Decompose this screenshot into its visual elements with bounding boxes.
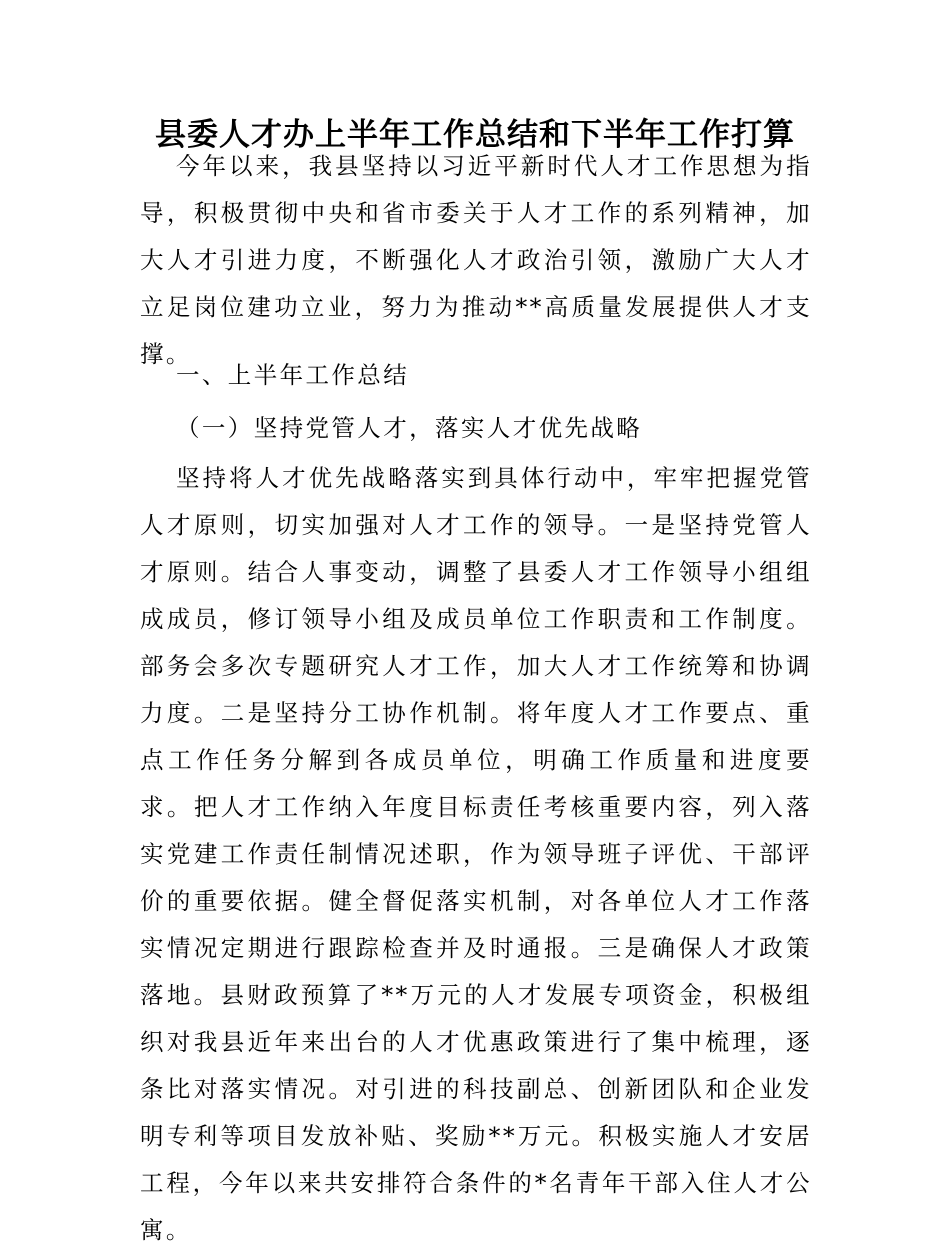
intro-paragraph: 今年以来，我县坚持以习近平新时代人才工作思想为指导，积极贯彻中央和省市委关于人才工作的系列精神，加大人才引进力度，不断强化人才政治引领，激励广大人才立足岗位建功立业，努力为推动**高质量发展提供人才支撑。	[140, 152, 812, 368]
subsection-heading: （一）坚持党管人才，落实人才优先战略	[176, 414, 643, 442]
section-heading: 一、上半年工作总结	[176, 361, 410, 389]
document-title: 县委人才办上半年工作总结和下半年工作打算	[155, 117, 795, 153]
body-paragraph: 坚持将人才优先战略落实到具体行动中，牢牢把握党管人才原则，切实加强对人才工作的领导。一是坚持党管人才原则。结合人事变动，调整了县委人才工作领导小组组成成员，修订领导小组及成员单位工作职责和工作制度。部务会多次专题研究人才工作，加大人才工作统筹和协调力度。二是坚持分工协作机制。将年度人才工作要点、重点工作任务分解到各成员单位，明确工作质量和进度要求。把人才工作纳入年度目标责任考核重要内容，列入落实党建工作责任制情况述职，作为领导班子评优、干部评价的重要依据。健全督促落实机制，对各单位人才工作落实情况定期进行跟踪检查并及时通报。三是确保人才政策落地。县财政预算了**万元的人才发展专项资金，积极组织对我县近年来出台的人才优惠政策进行了集中梳理，逐条比对落实情况。对引进的科技副总、创新团队和企业发明专利等项目发放补贴、奖励**万元。积极实施人才安居工程，今年以来共安排符合条件的*名青年干部入住人才公寓。	[140, 464, 812, 1244]
